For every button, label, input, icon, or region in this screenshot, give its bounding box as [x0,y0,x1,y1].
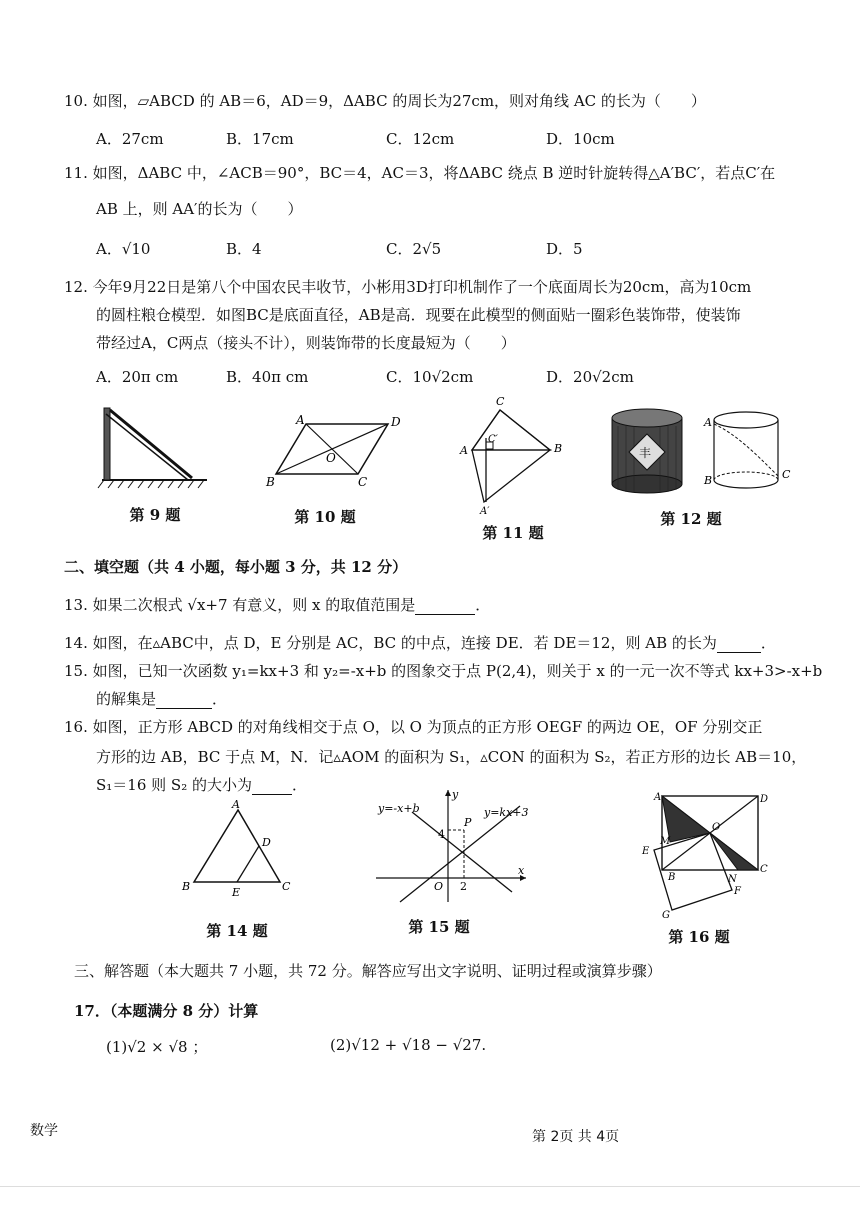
fig15-line-label-1: y=-x+b [378,802,420,815]
q10-option-d: D．10cm [546,130,615,148]
q11-option-a: A．√10 [96,240,151,258]
fig11-label-a: A [460,444,468,457]
q16-line2: 方形的边 AB，BC 于点 M，N．记▵AOM 的面积为 S₁，▵CON 的面积为 S₂，若正方形的边长 AB＝10， [96,748,807,766]
q12-option-b: B．40π cm [226,368,309,386]
q15-answer-blank[interactable] [156,694,212,709]
footer-page-number: 第 2页 共 4页 [532,1129,620,1145]
fig11-label-c: C [496,395,505,408]
q12-option-a: A．20π cm [96,368,179,386]
fig16-label-g: G [662,910,670,920]
fig15-origin: O [434,880,444,893]
q11-option-c: C．2√5 [386,240,442,258]
fig11-label-a-prime: A′ [480,506,490,517]
figure-11-caption: 第 11 题 [482,524,544,542]
figure-14-caption: 第 14 题 [206,922,268,940]
q11-stem-line1: 11. 如图，ΔABC 中，∠ACB＝90°，BC＝4，AC＝3，将ΔABC 绕点 B 逆时针旋转得△A′BC′，若点C′在 [64,164,776,182]
fig10-label-d: D [391,415,401,429]
figure-15-caption: 第 15 题 [408,918,470,936]
fig15-axis-y: y [452,788,459,801]
figure-9-ladder [92,400,212,495]
q16-period: ． [291,776,307,794]
figure-16-squares [632,790,772,920]
figure-9-caption: 第 9 题 [129,506,181,524]
q12-stem-line3: 带经过A，C两点（接头不计），则装饰带的长度最短为（ ） [96,334,516,352]
figure-10-caption: 第 10 题 [294,508,356,526]
figure-11-rotation [450,392,570,517]
q10-option-b: B．17cm [226,130,294,148]
figure-12-cylinder [606,404,796,504]
fig10-label-b: B [266,475,275,489]
q15-text: 的解集是 [96,690,157,708]
fig11-label-c-prime: C′ [488,434,498,445]
q16-line1: 16. 如图，正方形 ABCD 的对角线相交于点 O，以 O 为顶点的正方形 OEGF 的两边 OE，OF 分别交正 [64,718,763,736]
fig16-label-b: B [668,872,676,883]
q12-stem-line2: 的圆柱粮仓模型．如图BC是底面直径，AB是高．现要在此模型的侧面贴一圈彩色装饰带，使装饰 [96,306,741,324]
q15-line1: 15. 如图，已知一次函数 y₁=kx+3 和 y₂=-x+b 的图象交于点 P(2,4)，则关于 x 的一元一次不等式 kx+3>-x+b [64,662,823,680]
section-2-heading: 二、填空题（共 4 小题，每小题 3 分，共 12 分） [64,558,408,576]
q14-period: ． [760,634,776,652]
fig15-axis-x: x [518,864,525,877]
fig12-label-b: B [704,474,713,487]
q12-option-c: C．10√2cm [386,368,474,386]
fig16-label-f: F [734,886,741,897]
q17-part-1: (1)√2 × √8 ； [106,1038,208,1056]
fig15-point-p: P [464,816,472,829]
q13-line [64,594,490,615]
footer-subject: 数学 [30,1123,58,1139]
q16-answer-blank[interactable] [252,780,292,795]
q12-option-d: D．20√2cm [546,368,634,386]
q16-line3 [96,774,307,795]
fig14-label-a: A [232,800,240,811]
figure-15-graph [372,786,532,906]
q17-title: 17．（本题满分 8 分）计算 [74,1002,259,1020]
q11-option-d: D．5 [546,240,583,258]
q15-period: ． [212,690,228,708]
figure-16-caption: 第 16 题 [668,928,730,946]
q15-line2 [96,688,227,709]
figure-10-parallelogram [258,410,408,490]
q10-stem: 10. 如图，▱ABCD 的 AB＝6，AD＝9，ΔABC 的周长为27cm，则对角线 AC 的长为（ ） [64,92,706,110]
fig16-label-a: A [654,792,662,803]
fig15-line-label-2: y=kx+3 [484,806,529,819]
fig14-label-e: E [232,886,241,899]
fig15-tick-2: 2 [460,880,467,893]
q12-stem-line1: 12. 今年9月22日是第八个中国农民丰收节，小彬用3D打印机制作了一个底面周长为20cm，高为10cm [64,278,752,296]
fig14-label-c: C [282,880,291,893]
fig16-label-m: M [660,836,671,847]
fig16-label-o: O [712,822,721,833]
fig12-seal-text: 丰 [639,446,652,460]
fig10-label-a: A [296,413,305,427]
fig10-label-c: C [358,475,368,489]
fig12-label-c: C [782,468,791,481]
q13-period: ． [475,596,491,614]
q10-option-a: A．27cm [96,130,164,148]
fig14-label-d: D [262,836,271,849]
fig11-label-b: B [554,442,563,455]
fig15-tick-4: 4 [438,828,445,841]
fig14-label-b: B [182,880,191,893]
fig10-label-o: O [326,451,336,465]
q14-answer-blank[interactable] [717,638,761,653]
page-bottom-divider [0,1186,860,1187]
section-3-heading: 三、解答题（本大题共 7 小题，共 72 分。解答应写出文字说明、证明过程或演算步骤） [74,962,662,980]
fig16-label-d: D [760,794,769,805]
figure-12-caption: 第 12 题 [660,510,722,528]
q13-text: 13. 如果二次根式 √x+7 有意义，则 x 的取值范围是 [64,596,416,614]
q16-text: S₁＝16 则 S₂ 的大小为 [96,776,252,794]
q11-stem-line2: AB 上，则 AA′的长为（ ） [96,200,303,218]
fig16-label-n: N [728,874,737,885]
q11-option-b: B．4 [226,240,262,258]
figure-14-triangle [176,800,296,900]
fig12-label-a: A [704,416,712,429]
fig16-label-c: C [760,864,768,875]
fig16-label-e: E [642,846,650,857]
q14-line [64,632,776,653]
q13-answer-blank[interactable] [415,600,475,615]
q14-text: 14. 如图，在▵ABC中，点 D，E 分别是 AC，BC 的中点，连接 DE．若 DE＝12，则 AB 的长为 [64,634,717,652]
q17-part-2: (2)√12 + √18 − √27. [330,1036,487,1054]
q10-option-c: C．12cm [386,130,455,148]
